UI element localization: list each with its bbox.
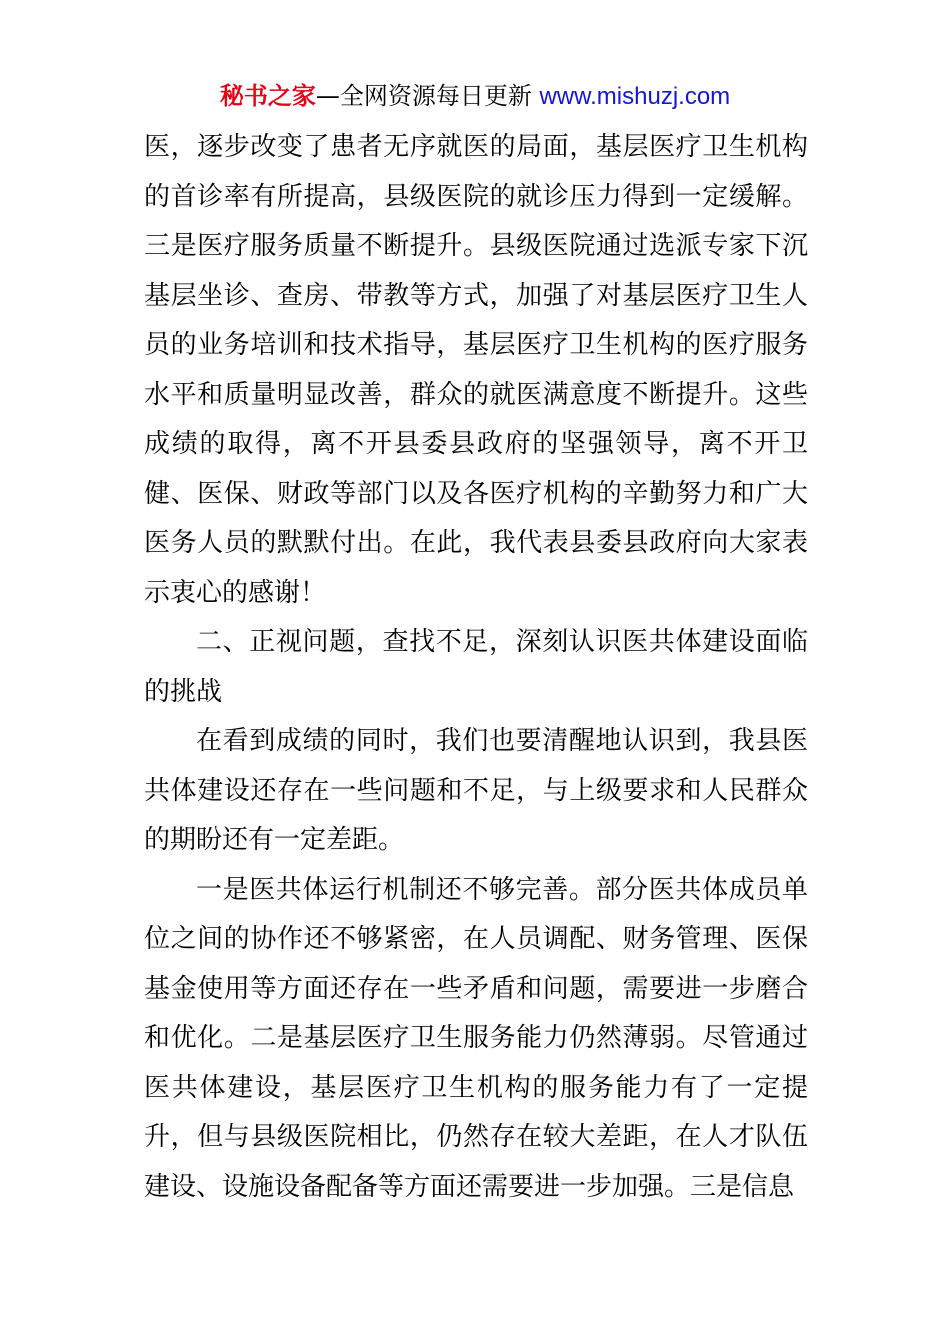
site-url[interactable]: www.mishuzj.com [539, 83, 731, 110]
paragraph-1: 医，逐步改变了患者无序就医的局面，基层医疗卫生机构的首诊率有所提高，县级医院的就诊压力得到一定缓解。三是医疗服务质量不断提升。县级医院通过选派专家下沉基层坐诊、查房、带教等方式，加强了对基层医疗卫生人员的业务培训和技术指导，基层医疗卫生机构的医疗服务水平和质量明显改善，群众的就医满意度不断提升。这些成绩的取得，离不开县委县政府的坚强领导，离不开卫健、医保、财政等部门以及各医疗机构的辛勤努力和广大医务人员的默默付出。在此，我代表县委县政府向大家表示衷心的感谢！ [144, 132, 808, 608]
paragraph-2: 在看到成绩的同时，我们也要清醒地认识到，我县医共体建设还存在一些问题和不足，与上级要求和人民群众的期盼还有一定差距。 [144, 726, 808, 855]
document-body [144, 123, 808, 1212]
paragraph-3: 一是医共体运行机制还不够完善。部分医共体成员单位之间的协作还不够紧密，在人员调配、财务管理、医保基金使用等方面还存在一些矛盾和问题，需要进一步磨合和优化。二是基层医疗卫生服务能力仍然薄弱。尽管通过医共体建设，基层医疗卫生机构的服务能力有了一定提升，但与县级医院相比，仍然存在较大差距，在人才队伍建设、设施设备配备等方面还需要进一步加强。三是信息 [144, 874, 808, 1202]
site-tagline: —全网资源每日更新 [315, 82, 540, 110]
page-header [0, 78, 950, 115]
section-heading: 二、正视问题，查找不足，深刻认识医共体建设面临的挑战 [144, 627, 808, 707]
site-brand: 秘书之家 [219, 82, 316, 110]
